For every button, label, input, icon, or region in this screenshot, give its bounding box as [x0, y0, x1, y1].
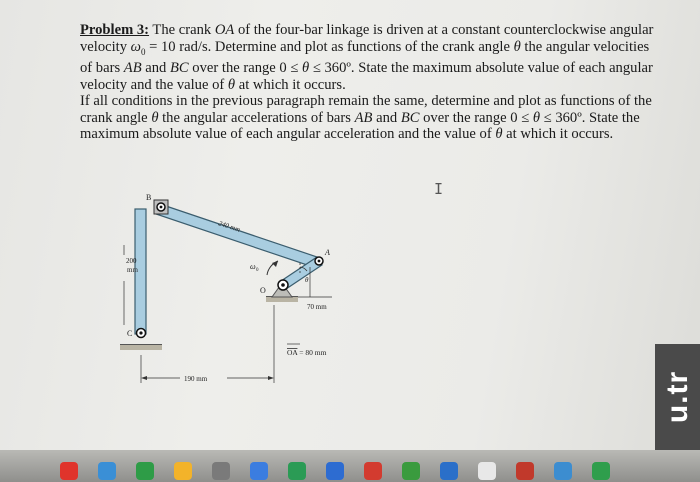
dim-height-label: 70 mm [307, 303, 327, 311]
ground-support-c [120, 345, 162, 350]
theta-symbol: θ [495, 126, 503, 143]
text-run: AB [123, 60, 142, 77]
problem-label: Problem 3: [80, 22, 150, 38]
theta-symbol: θ [302, 60, 310, 77]
text-run: the angular velocities of bars [80, 38, 650, 77]
label-omega-sub: 0 [256, 268, 259, 273]
dock-app-icon[interactable] [136, 462, 154, 480]
dock-app-icon[interactable] [326, 462, 344, 480]
label-omega: ω [250, 262, 256, 271]
pin-a-center [318, 260, 321, 263]
pin-o-center [281, 283, 285, 287]
theta-symbol: θ [532, 109, 541, 126]
text-run: If all conditions in the previous paragraph remain the same, determine and plot as functions of the crank angle [80, 93, 652, 126]
dock-app-icon[interactable] [516, 462, 534, 480]
dock-app-icon[interactable] [60, 462, 78, 480]
text-run: and [372, 109, 401, 126]
dim-190-arrow-right [268, 376, 274, 380]
pin-b-center [160, 206, 163, 209]
app-title-text: u.tr [660, 370, 694, 424]
paragraph-acceleration [80, 93, 665, 143]
dim-oa-symbol: OA [287, 348, 298, 357]
theta-symbol: θ [513, 38, 521, 55]
text-run: at which it occurs. [235, 76, 346, 93]
dock-app-icon[interactable] [98, 462, 116, 480]
dock-app-icon[interactable] [174, 462, 192, 480]
label-o: O [260, 286, 266, 295]
text-run: The crank [149, 22, 215, 38]
theta-symbol: θ [227, 76, 236, 93]
dim-bc-unit: mm [127, 266, 138, 274]
text-run: and [141, 60, 170, 77]
text-run: over the range 0 ≤ [188, 60, 303, 77]
omega-symbol: ω [130, 38, 141, 55]
dim-oa-value: = 80 mm [297, 348, 327, 357]
label-c: C [127, 329, 133, 338]
paragraph-velocity [80, 22, 665, 93]
text-run: OA [214, 22, 235, 38]
theta-symbol: θ [151, 109, 159, 126]
dock-app-icon[interactable] [212, 462, 230, 480]
taskbar-dock [0, 450, 700, 482]
dock-app-icon[interactable] [250, 462, 268, 480]
dim-ab-label: 240 mm [217, 219, 242, 234]
dock-app-icon[interactable] [440, 462, 458, 480]
text-run: at which it occurs. [502, 126, 614, 143]
problem-statement [80, 22, 665, 143]
text-run: the angular accelerations of bars [158, 109, 355, 126]
dock-app-icon[interactable] [592, 462, 610, 480]
text-run: BC [400, 109, 420, 126]
dim-oa-label [287, 348, 327, 357]
app-title-banner [655, 344, 700, 450]
bar-ab [156, 204, 320, 268]
text-run: over the range 0 ≤ [419, 109, 533, 126]
label-theta: θ [305, 276, 309, 284]
text-run: ≤ 360º. State the maximum absolute value of each angular velocity and the value of [80, 60, 653, 93]
four-bar-linkage-figure [100, 185, 360, 395]
text-run: AB [354, 109, 373, 126]
dock-app-icon[interactable] [288, 462, 306, 480]
text-cursor-icon: I [434, 180, 444, 198]
dim-bc-label: 200 [126, 257, 137, 265]
text-run: = 10 rad/s. Determine and plot as functions of the crank angle [145, 38, 514, 55]
dim-horizontal-label: 190 mm [184, 375, 208, 383]
omega-subscript: 0 [140, 46, 146, 57]
pin-c-center [139, 331, 142, 334]
dock-app-icon[interactable] [554, 462, 572, 480]
dock-app-icon[interactable] [364, 462, 382, 480]
label-a: A [325, 248, 330, 257]
dim-190-arrow-left [141, 376, 147, 380]
dock-app-icon[interactable] [402, 462, 420, 480]
dock-app-icon[interactable] [478, 462, 496, 480]
text-run: of the four-bar linkage is driven at a constant counterclockwise angular velocity [80, 22, 654, 55]
label-b: B [146, 193, 152, 202]
text-run: BC [170, 60, 189, 77]
text-run: ≤ 360º. State the maximum absolute value of each angular acceleration and the value of [80, 109, 640, 143]
